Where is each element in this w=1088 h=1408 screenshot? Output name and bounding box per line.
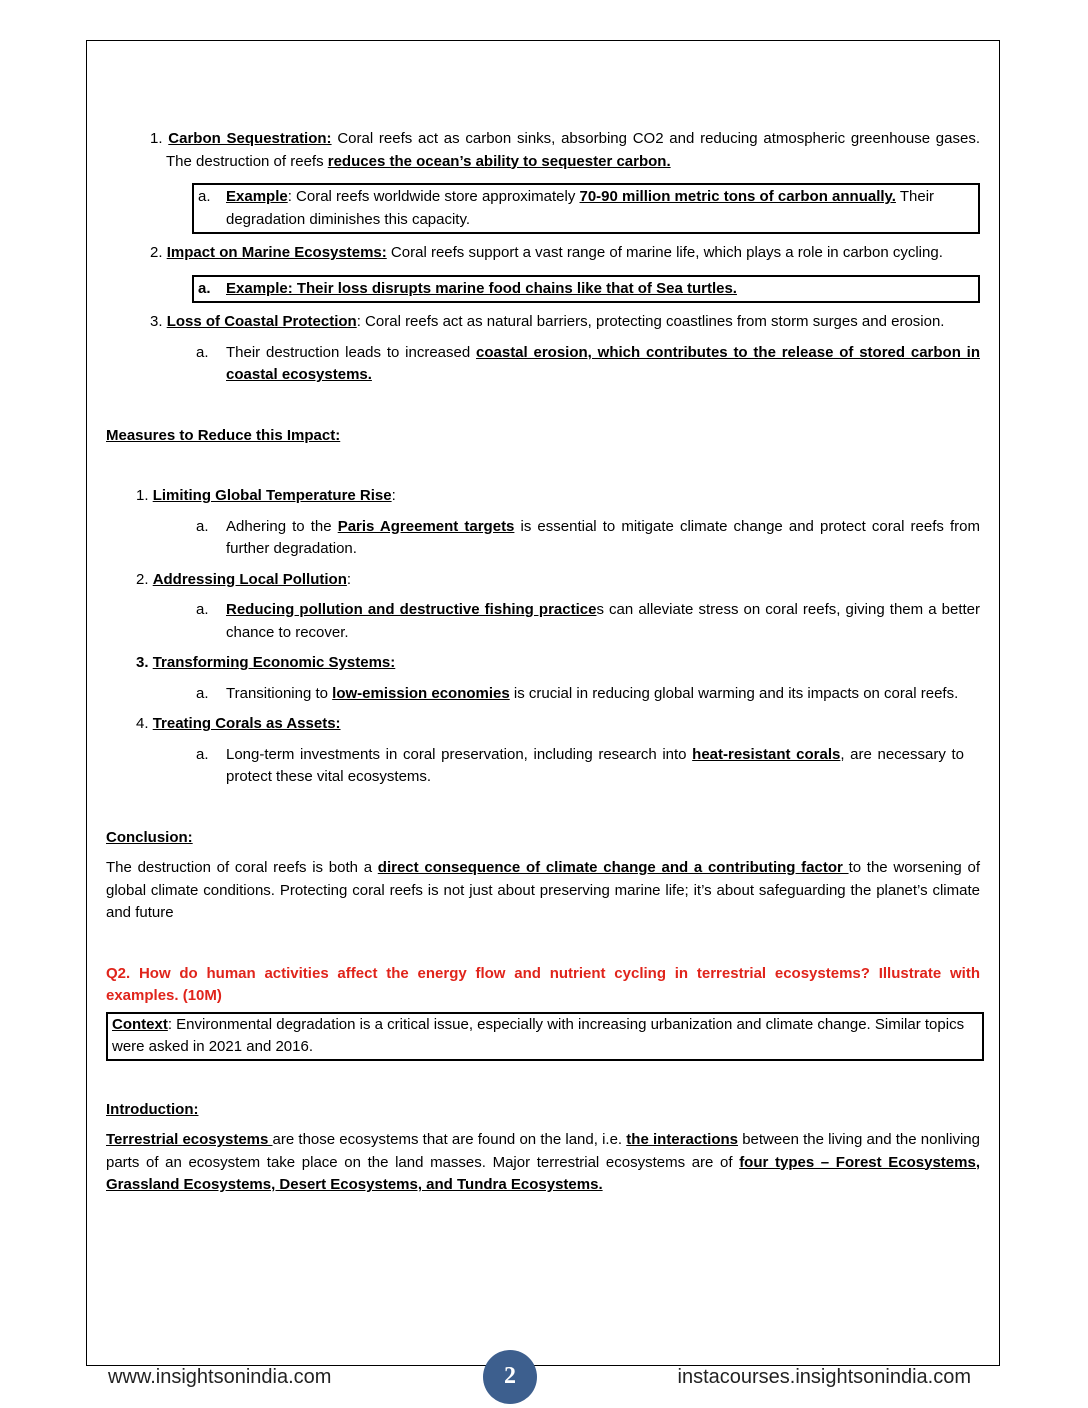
- example-text: : Coral reefs worldwide store approximately: [287, 188, 580, 205]
- measure-sub-3a: [106, 683, 980, 706]
- intro-text: between the living and the nonliving parts of an ecosystem take place on the land masses. Major terrestrial ecosystems are of: [106, 1131, 980, 1171]
- item-number: 1.: [150, 130, 163, 147]
- sub-text: is essential to mitigate climate change and protect coral reefs from further degradation.: [226, 517, 980, 557]
- sub-text: Their destruction leads to increased: [226, 343, 476, 361]
- footer-website-link[interactable]: www.insightsonindia.com: [108, 1366, 332, 1388]
- sub-marker: a.: [196, 684, 209, 702]
- item-title: Carbon Sequestration:: [168, 130, 332, 147]
- sub-marker: a.: [196, 517, 209, 535]
- sub-marker: a.: [196, 745, 209, 763]
- measure-item-1: [136, 485, 980, 508]
- intro-emphasis: four types – Forest Ecosystems, Grassland Ecosystems, Desert Ecosystems, and Tundra Ecosystems.: [106, 1153, 980, 1193]
- sub-marker: a.: [198, 279, 211, 297]
- item-title: Impact on Marine Ecosystems:: [166, 244, 387, 261]
- impact-item-2: [136, 242, 980, 265]
- context-label: Context: [112, 1015, 168, 1033]
- measures-heading: Measures to Reduce this Impact:: [106, 426, 341, 444]
- intro-text: are those ecosystems that are found on the land, i.e.: [272, 1131, 627, 1148]
- example-box-1: [192, 183, 980, 234]
- sub-emphasis: low-emission economies: [332, 684, 510, 702]
- measure-sub-1a: [106, 516, 980, 561]
- sub-emphasis: Paris Agreement targets: [337, 517, 515, 535]
- sub-text: Adhering to the: [226, 517, 338, 535]
- sub-text: is crucial in reducing global warming and its impacts on coral reefs.: [509, 684, 959, 702]
- sub-text: s can alleviate stress on coral reefs, giving them a better chance to recover.: [226, 601, 980, 641]
- conclusion-paragraph: [106, 857, 980, 925]
- example-emphasis: 70-90 million metric tons of carbon annually.: [579, 188, 896, 205]
- sub-marker: a.: [198, 188, 211, 205]
- measure-sub-4a: [106, 744, 964, 789]
- item-number: 3.: [136, 654, 149, 671]
- measure-item-4: [136, 713, 980, 736]
- sub-marker: a.: [196, 601, 209, 618]
- measure-item-2: [136, 569, 980, 592]
- item-title: Addressing Local Pollution: [152, 570, 347, 588]
- item-title: Limiting Global Temperature Rise: [152, 487, 392, 504]
- impact-item-1: [136, 128, 980, 173]
- sub-emphasis: Reducing pollution and destructive fishing practice: [226, 601, 597, 618]
- conclusion-emphasis: direct consequence of climate change and a contributing factor: [377, 859, 849, 876]
- context-text: : Environmental degradation is a critical issue, especially with increasing urbanization and climate change. Similar topics were asked in 2021 and 2016.: [112, 1015, 965, 1055]
- introduction-paragraph: [106, 1129, 980, 1197]
- context-box: [106, 1012, 984, 1061]
- item-number: 3.: [150, 313, 163, 330]
- example-box-2: [192, 275, 980, 304]
- footer-courses-link[interactable]: instacourses.insightsonindia.com: [677, 1366, 971, 1388]
- page-number-badge: 2: [483, 1350, 537, 1404]
- document-body: [106, 128, 980, 1197]
- sub-emphasis: coastal erosion, which contributes to the release of stored carbon in coastal ecosystems.: [226, 343, 980, 383]
- sub-item-3a: [106, 342, 980, 387]
- example-tail: Their degradation diminishes this capacity.: [226, 188, 935, 228]
- measure-item-3: [136, 652, 980, 675]
- measure-sub-2a: [106, 599, 980, 644]
- example-emphasis: Example: Their loss disrupts marine food chains like that of Sea turtles.: [226, 279, 737, 297]
- intro-emphasis: Terrestrial ecosystems: [106, 1131, 273, 1148]
- item-number: 4.: [136, 715, 149, 732]
- item-number: 2.: [136, 570, 149, 588]
- item-tail: :: [391, 487, 396, 504]
- item-title: Treating Corals as Assets:: [152, 715, 341, 732]
- conclusion-text: to the worsening of global climate conditions. Protecting coral reefs is not just about preserving marine life; it’s about safeguarding the planet’s climate and future: [106, 859, 980, 921]
- conclusion-heading: Conclusion:: [106, 828, 193, 846]
- item-emphasis: reduces the ocean’s ability to sequester carbon.: [327, 152, 671, 170]
- item-number: 1.: [136, 487, 149, 504]
- question-heading: Q2. How do human activities affect the energy flow and nutrient cycling in terrestrial ecosystems? Illustrate with examples. (10M): [106, 964, 980, 1004]
- sub-text: Transitioning to: [226, 684, 333, 702]
- item-title: Loss of Coastal Protection: [166, 313, 357, 330]
- item-title: Transforming Economic Systems:: [152, 654, 396, 671]
- intro-emphasis: the interactions: [626, 1131, 739, 1148]
- item-tail: :: [346, 570, 352, 588]
- example-label: Example: [226, 188, 288, 205]
- sub-text: , are necessary to protect these vital ecosystems.: [226, 745, 964, 785]
- item-number: 2.: [150, 244, 163, 261]
- item-text: Coral reefs act as carbon sinks, absorbing CO2 and reducing atmospheric greenhouse gases. The destruction of reefs: [166, 130, 981, 170]
- item-text: : Coral reefs act as natural barriers, protecting coastlines from storm surges and erosion.: [356, 313, 945, 330]
- sub-emphasis: heat-resistant corals: [692, 745, 841, 763]
- introduction-heading: Introduction:: [106, 1100, 199, 1118]
- sub-text: Long-term investments in coral preservation, including research into: [226, 745, 693, 763]
- item-text: Coral reefs support a vast range of marine life, which plays a role in carbon cycling.: [386, 244, 943, 261]
- impact-item-3: [136, 311, 980, 334]
- sub-marker: a.: [196, 343, 209, 361]
- conclusion-text: The destruction of coral reefs is both a: [106, 859, 378, 876]
